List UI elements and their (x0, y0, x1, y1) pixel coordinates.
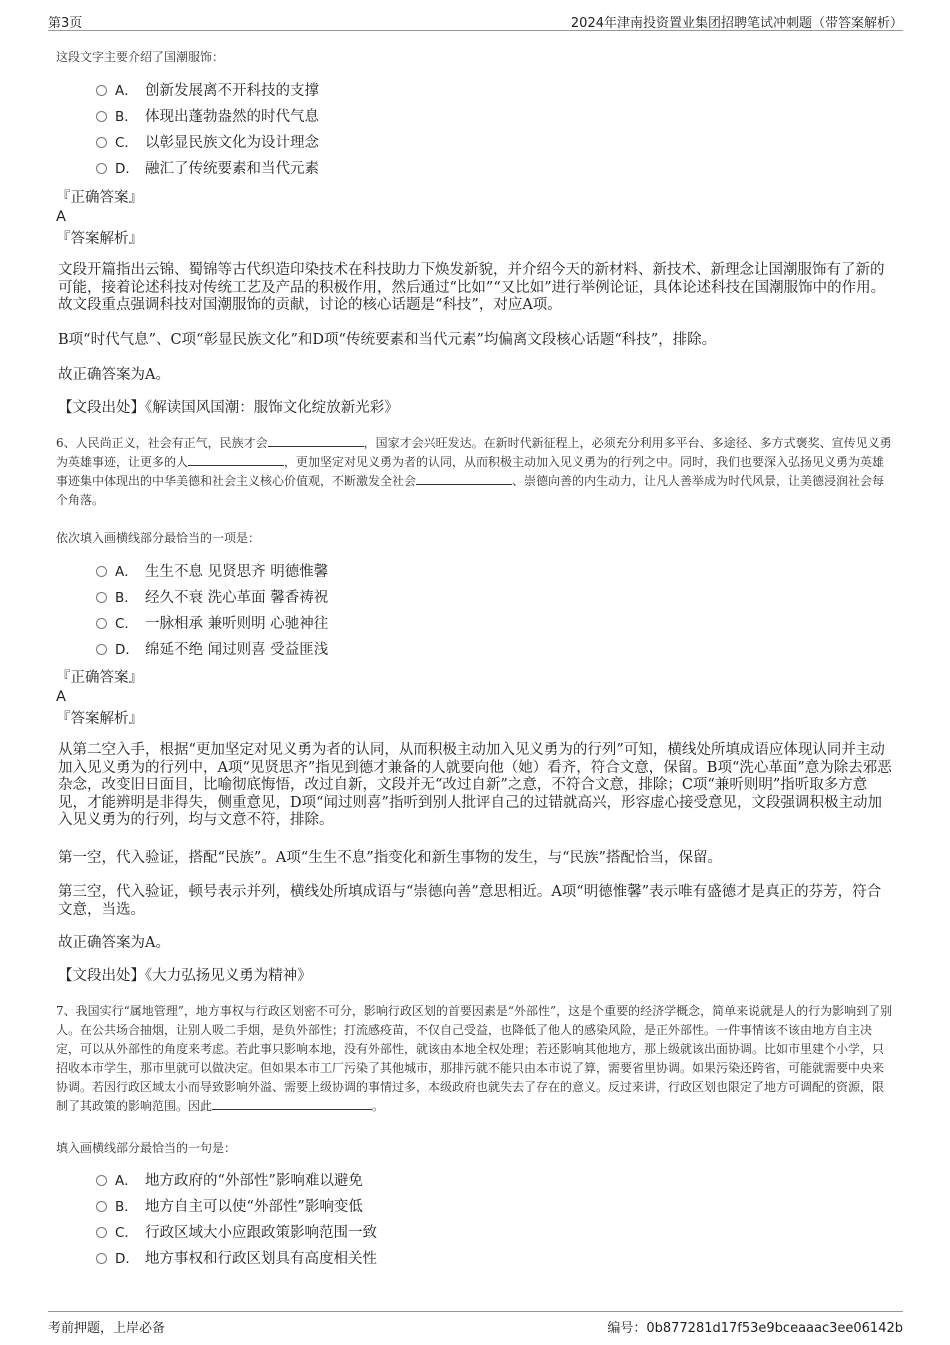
q6-prompt: 依次填入画横线部分最恰当的一项是： (56, 531, 261, 545)
q7-prompt: 填入画横线部分最恰当的一句是： (56, 1141, 237, 1155)
radio-icon[interactable] (96, 85, 107, 96)
blank-1 (268, 435, 364, 447)
radio-icon[interactable] (96, 1201, 107, 1212)
q5-source: 【文段出处】《解读国风国潮：服饰文化绽放新光彩》 (58, 400, 399, 416)
blank-2 (188, 454, 284, 466)
document-code: 编号：0b877281d17f53e9bceaaac3ee06142b (607, 1321, 903, 1336)
q6-option-b[interactable]: B． 经久不衰 洗心革面 馨香祷祝 (96, 585, 328, 611)
radio-icon[interactable] (96, 1227, 107, 1238)
q6-answer: A (56, 689, 66, 705)
blank-3 (416, 473, 512, 485)
q6-stem: 6、人民尚正义，社会有正气，民族才会 ，国家才会兴旺发达。在新时代新征程上，必须充分利用多平台、多途径、多方式褒奖、宣传见义勇为英雄事迹，让更多的人 ，更加坚定对见义勇为者的认同，从而积极主动加入见义勇为的行列之中。同时，我们也要深入弘扬见义勇为英雄事迹集中体现出的中华美德和社会主义核心价值观，不断激发全社会 、崇德向善的内生动力，让凡人善举成为时代风景，让美德浸润社会每个角落。 (56, 436, 892, 507)
q7-stem: 7、我国实行“属地管理”，地方事权与行政区划密不可分，影响行政区划的首要因素是“外部性”，这是个重要的经济学概念，简单来说就是人的行为影响到了别人。在公共场合抽烟，让别人吸二手烟，是负外部性；打流感疫苗，不仅自己受益，也降低了他人的感染风险，是正外部性。一件事情该不该由地方自主决定，可以从外部性的角度来考虑。若此事只影响本地，没有外部性，就该由本地全权处理；若还影响其他地方，那上级就该出面协调。比如市里建个小学，只招收本市学生，那市里就可以做决定。但如果本市工厂污染了其他城市，那排污就不能只由本市说了算，需要省里协调。如果污染还跨省，可能就需要中央来协调。若因行政区域太小而导致影响外溢、需要上级协调的事情过多，本级政府也就失去了存在的意义。反过来讲，行政区划也限定了地方可调配的资源，限制了其政策的影响范围。因此 。 (56, 1004, 893, 1113)
q6-analysis-p2: 第一空，代入验证，搭配“民族”。A项“生生不息”指变化和新生事物的发生，与“民族”搭配恰当，保留。 (58, 850, 722, 866)
q5-analysis-p2: B项“时代气息”、C项“彰显民族文化”和D项“传统要素和当代元素”均偏离文段核心话题“科技”，排除。 (58, 332, 717, 348)
q5-answer: A (56, 209, 66, 225)
q6-analysis-p3: 第三空，代入验证，顿号表示并列，横线处所填成语与“崇德向善”意思相近。A项“明德惟馨”表示唯有盛德才是真正的芬芳，符合文意，当选。 (58, 884, 882, 918)
q5-option-d[interactable]: D． 融汇了传统要素和当代元素 (96, 156, 319, 182)
blank-1 (212, 1098, 372, 1110)
radio-icon[interactable] (96, 566, 107, 577)
q7-option-d[interactable]: D． 地方事权和行政区划具有高度相关性 (96, 1246, 377, 1272)
q6-analysis-label: 『答案解析』 (56, 711, 143, 727)
q5-answer-label: 『正确答案』 (56, 190, 143, 206)
q7-option-a[interactable]: A． 地方政府的“外部性”影响难以避免 (96, 1168, 377, 1194)
radio-icon[interactable] (96, 163, 107, 174)
radio-icon[interactable] (96, 1253, 107, 1264)
q5-option-b[interactable]: B． 体现出蓬勃盎然的时代气息 (96, 104, 319, 130)
q5-option-a[interactable]: A． 创新发展离不开科技的支撑 (96, 78, 319, 104)
q6-source: 【文段出处】《大力弘扬见义勇为精神》 (58, 968, 312, 984)
radio-icon[interactable] (96, 137, 107, 148)
q6-analysis-p1: 从第二空入手，根据“更加坚定对见义勇为者的认同，从而积极主动加入见义勇为的行列”可知，横线处所填成语应体现认同并主动加入见义勇为的行列中，A项“见贤思齐”指见到德才兼备的人就要向他（她）看齐，符合文意，保留。B项“洗心革面”意为除去邪恶杂念，改变旧日面目，比喻彻底悔悟，改过自新，文段并无“改过自新”之意，不符合文意，排除；C项“兼听则明”指听取多方意见，才能辨明是非得失，侧重意见，D项“闻过则喜”指听到别人批评自己的过错就高兴，形容虚心接受意见，文段强调积极主动加入见义勇为的行列，均与文意不符，排除。 (58, 742, 892, 828)
radio-icon[interactable] (96, 592, 107, 603)
page-number: 第3页 (48, 16, 83, 31)
q5-intro: 这段文字主要介绍了国潮服饰： (56, 50, 225, 64)
q6-answer-label: 『正确答案』 (56, 670, 143, 686)
q5-option-c[interactable]: C． 以彰显民族文化为设计理念 (96, 130, 319, 156)
q6-options (96, 559, 328, 663)
q6-option-d[interactable]: D． 绵延不绝 闻过则喜 受益匪浅 (96, 637, 328, 663)
q6-option-a[interactable]: A． 生生不息 见贤思齐 明德惟馨 (96, 559, 328, 585)
radio-icon[interactable] (96, 644, 107, 655)
page-footer (48, 1311, 903, 1336)
q7-option-b[interactable]: B． 地方自主可以使“外部性”影响变低 (96, 1194, 377, 1220)
radio-icon[interactable] (96, 111, 107, 122)
radio-icon[interactable] (96, 1175, 107, 1186)
q7-options (96, 1168, 377, 1272)
footer-slogan: 考前押题，上岸必备 (48, 1321, 166, 1336)
radio-icon[interactable] (96, 618, 107, 629)
q7-option-c[interactable]: C． 行政区域大小应跟政策影响范围一致 (96, 1220, 377, 1246)
q5-analysis-p1: 文段开篇指出云锦、蜀锦等古代织造印染技术在科技助力下焕发新貌，并介绍今天的新材料、新技术、新理念让国潮服饰有了新的可能，接着论述科技对传统工艺及产品的积极作用，然后通过“比如”“又比如”进行举例论证，具体论述科技在国潮服饰中的作用。故文段重点强调科技对国潮服饰的贡献，讨论的核心话题是“科技”，对应A项。 (58, 262, 886, 313)
document-title: 2024年津南投资置业集团招聘笔试冲刺题（带答案解析） (570, 16, 903, 31)
q5-analysis-label: 『答案解析』 (56, 231, 143, 247)
q6-analysis-p4: 故正确答案为A。 (58, 935, 170, 951)
q6-option-c[interactable]: C． 一脉相承 兼听则明 心驰神往 (96, 611, 328, 637)
page-header (48, 10, 903, 31)
q5-options (96, 78, 319, 182)
q5-analysis-p3: 故正确答案为A。 (58, 367, 170, 383)
